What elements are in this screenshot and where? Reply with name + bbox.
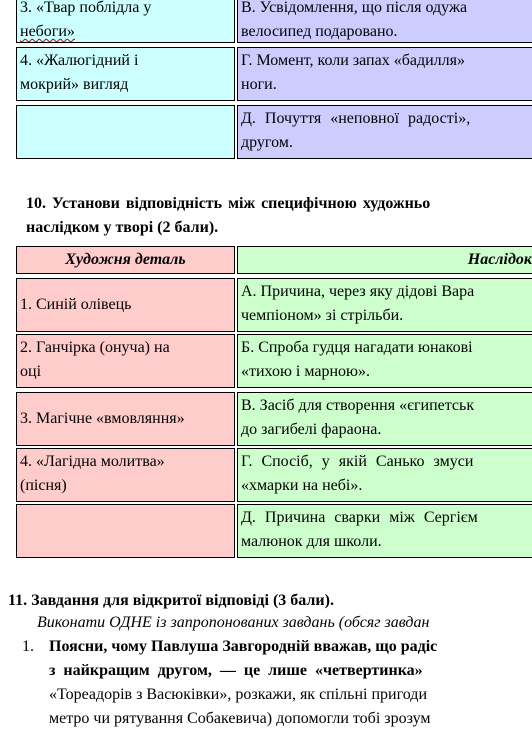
table-cell-left: 1. Синій олівець	[16, 278, 235, 332]
question-11-title: 11. Завдання для відкритої відповіді (3 бали).	[8, 592, 334, 609]
question-11-instruction: Виконати ОДНЕ із запропонованих завдань (обсяг завдан	[37, 614, 430, 631]
table-cell-right: Б. Спроба гудця нагадати юнакові «тихою і марною».	[237, 334, 532, 388]
question-10-title: 10. Установи відповідність між специфічною художньо	[26, 195, 431, 212]
table-cell-left	[16, 105, 235, 159]
list-item-text: «Тореадорів з Васюківки», розкажи, як спільні пригоди	[49, 686, 427, 703]
list-item-number: 1.	[22, 638, 34, 655]
table-cell-right: Д. Причина сварки між Сергієм малюнок для школи.	[237, 504, 532, 558]
table-cell-right: Д. Почуття «неповної радості», другом.	[237, 105, 532, 159]
column-header-consequence: Наслідок	[237, 246, 532, 274]
list-item-text: з найкращим другом, — це лише «четвертинка»	[49, 662, 423, 679]
list-item-text: метро чи рятування Собакевича) допомогли тобі зрозум	[49, 710, 431, 727]
question-10-title-cont: наслідком у творі (2 бали).	[26, 219, 219, 236]
table-cell-left: 4. «Лагідна молитва» (пісня)	[16, 448, 235, 502]
table-cell-left	[16, 504, 235, 558]
table-cell-right: В. Усвідомлення, що після одужа велосипед подаровано.	[237, 0, 532, 43]
table-cell-right: В. Засіб для створення «єгипетськ до загибелі фараона.	[237, 392, 532, 446]
table-cell-left: 3. «Твар поблідла у небоги»	[16, 0, 235, 43]
table-cell-left: 2. Ганчірка (онуча) на оці	[16, 334, 235, 388]
table-cell-right: Г. Спосіб, у якій Санько змуси «хмарки на небі».	[237, 448, 532, 502]
table-cell-right: Г. Момент, коли запах «бадилля» ноги.	[237, 47, 532, 101]
column-header-detail: Художня деталь	[16, 246, 235, 274]
list-item-text: Поясни, чому Павлуша Завгородній вважав, що радіс	[49, 638, 438, 655]
table-cell-left: 3. Магічне «вмовляння»	[16, 392, 235, 446]
table-cell-left: 4. «Жалюгідний і мокрий» вигляд	[16, 47, 235, 101]
table-cell-right: А. Причина, через яку дідові Вара чемпіоном» зі стрільби.	[237, 278, 532, 332]
